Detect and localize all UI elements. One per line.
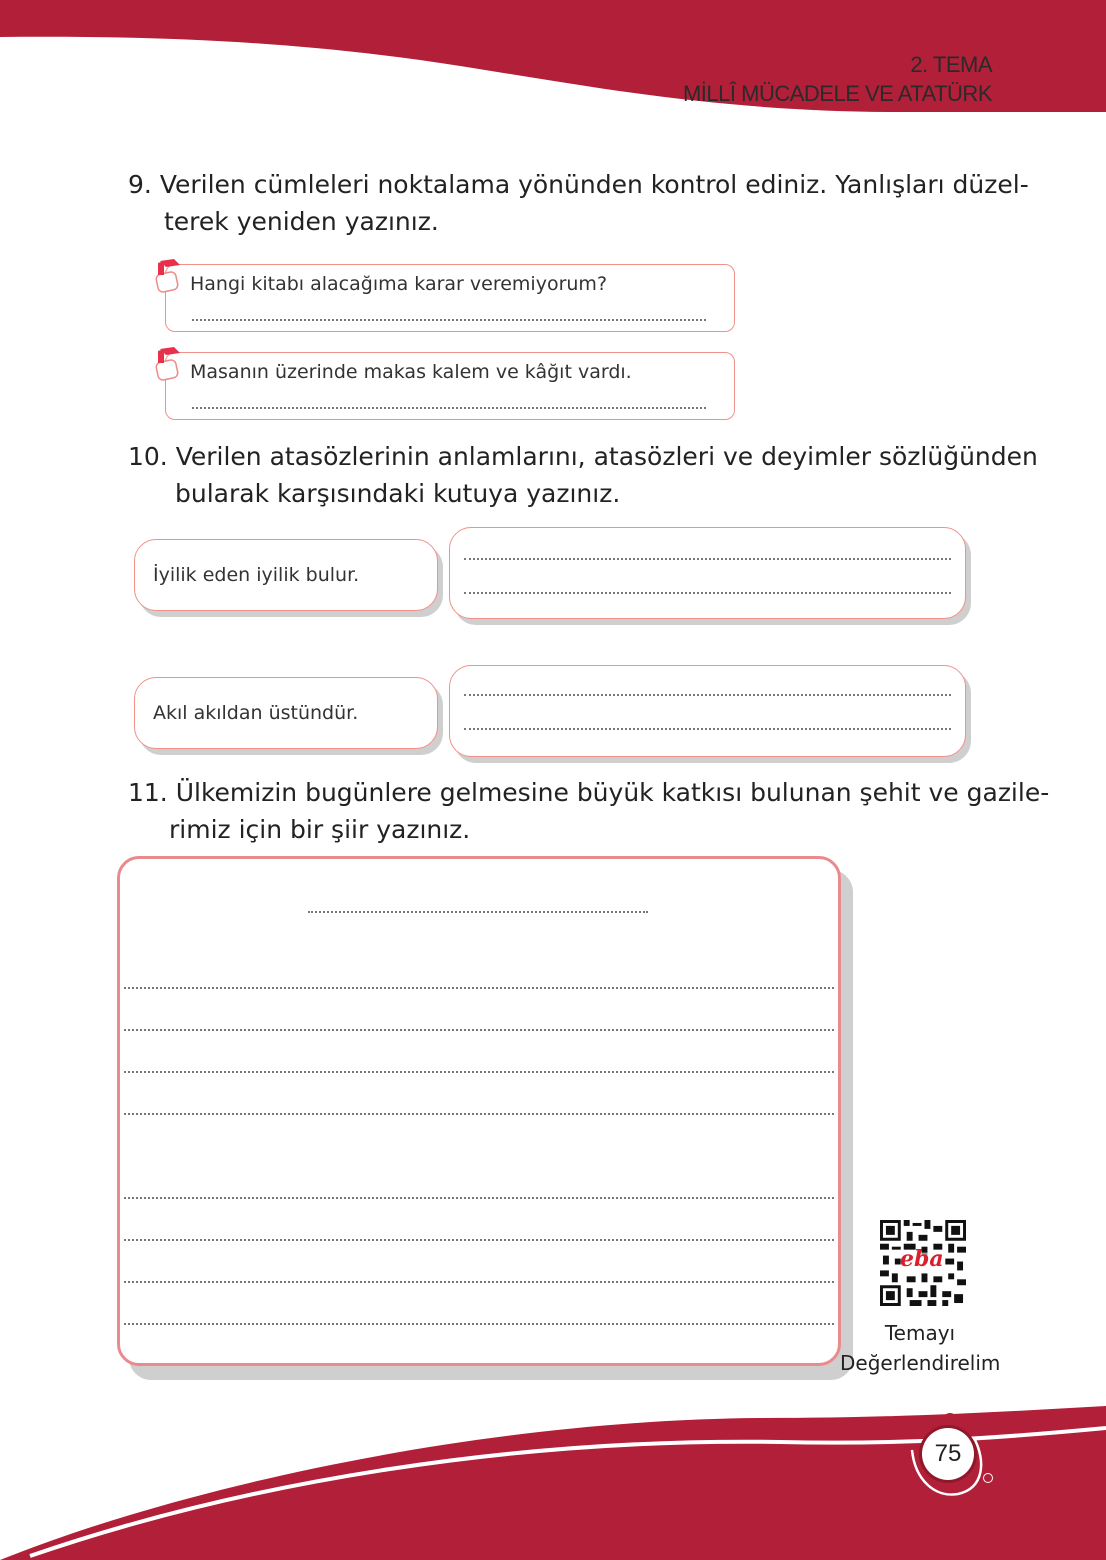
eba-logo: eba [900,1246,944,1272]
answer-line[interactable] [192,407,706,409]
answer-line[interactable] [464,592,951,594]
poem-line[interactable] [124,1071,834,1073]
question-number: 9. [128,170,152,199]
question-text: Ülkemizin bugünlere gelmesine büyük katkısı bulunan şehit ve gazile- [175,778,1050,807]
poem-line[interactable] [124,1281,834,1283]
question-11-line2: rimiz için bir şiir yazınız. [169,815,471,844]
proverb-box [134,539,438,611]
poem-line[interactable] [124,1029,834,1031]
qr-caption-line2: Değerlendirelim [840,1351,1001,1375]
pin-flag-icon [154,347,182,383]
poem-writing-area[interactable] [117,856,841,1366]
question-text: Verilen cümleleri noktalama yönünden kontrol ediniz. Yanlışları düzel- [159,170,1029,199]
page-number: 75 [922,1428,974,1480]
question-number: 11. [128,778,168,807]
answer-line[interactable] [464,558,951,560]
question-10-line2: bularak karşısındaki kutuya yazınız. [175,479,621,508]
theme-number: 2. TEMA [910,52,992,77]
question-number: 10. [128,442,168,471]
question-11 [128,774,1049,811]
meaning-box[interactable] [449,665,966,757]
poem-line[interactable] [124,1323,834,1325]
question-text: Verilen atasözlerinin anlamlarını, atasözleri ve deyimler sözlüğünden [175,442,1038,471]
qr-caption [840,1318,1000,1378]
poem-line[interactable] [124,1113,834,1115]
answer-line[interactable] [464,728,951,730]
answer-line[interactable] [192,319,706,321]
pin-flag-icon [154,259,182,295]
poem-line[interactable] [124,1197,834,1199]
proverb-text: İyilik eden iyilik bulur. [153,564,360,586]
question-9-line2: terek yeniden yazınız. [164,207,439,236]
question-9 [128,166,1029,203]
theme-title: MİLLÎ MÜCADELE VE ATATÜRK [682,81,992,106]
poem-line[interactable] [124,987,834,989]
answer-line[interactable] [464,694,951,696]
proverb-box [134,677,438,749]
answer-box[interactable] [165,352,735,420]
answer-box[interactable] [165,264,735,332]
sentence-text: Hangi kitabı alacağıma karar veremiyorum? [190,273,608,295]
qr-caption-line1: Temayı [884,1321,956,1345]
qr-code[interactable] [880,1220,966,1306]
sentence-text: Masanın üzerinde makas kalem ve kâğıt vardı. [190,361,632,383]
poem-title-line[interactable] [308,911,648,913]
meaning-box[interactable] [449,527,966,619]
poem-line[interactable] [124,1239,834,1241]
question-10 [128,438,1038,475]
proverb-text: Akıl akıldan üstündür. [153,702,359,724]
